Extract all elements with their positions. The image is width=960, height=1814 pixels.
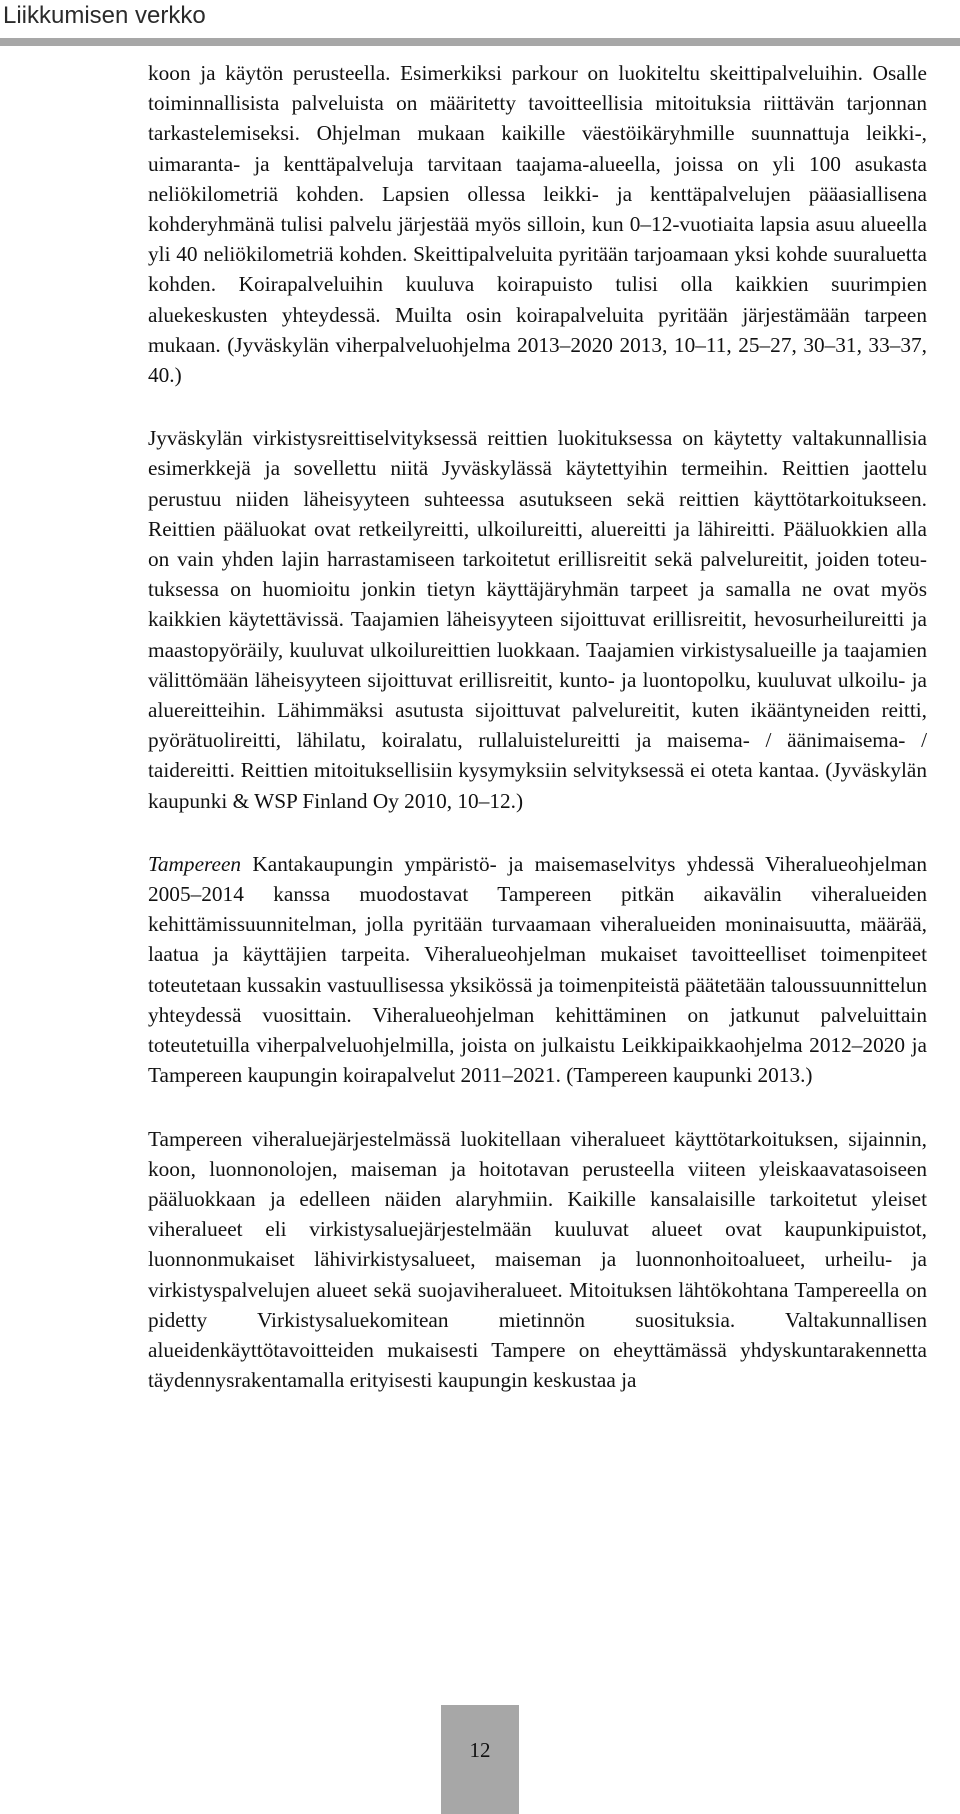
page-number: 12 [469, 1738, 491, 1762]
paragraph-1: koon ja käytön perusteella. Esimerkiksi parkour on luokiteltu skeittipalveluihin. Osalle toiminnallisista palveluista on määritetty tavoitteellisia mitoituksia riittävän tarjonnan tarkastelemiseksi. Ohjelman mukaan kaikille väestöikäryhmille suunnattuja leikki-, uimaranta- ja kenttäpalveluja tarvitaan taajama-alueella, joissa on yli 100 asukasta neliökilometriä kohden. Lapsien ollessa leikki- ja kenttäpalvelujen pääasiallisena kohderyhmänä tulisi palvelu järjestää myös silloin, kun 0–12-vuotiaita lapsia asuu alueella yli 40 neliökilometriä kohden. Skeittipalveluita pyritään tarjoamaan yksi kohde suuraluetta kohden. Koirapalveluihin kuuluva koirapuisto tulisi olla kaikkien suurimpien aluekeskusten yhteydessä. Muilta osin koirapalveluita pyritään järjestämään tarpeen mukaan. (Jyväskylän viherpalveluohjelma 2013–2020 2013, 10–11, 25–27, 30–31, 33–37, 40.) [148, 61, 927, 388]
paragraph-2: Jyväskylän virkistysreittiselvityksessä reittien luokituksessa on käytetty valtakunnallisia esimerkkejä ja sovellettu niitä Jyväskylässä käytettyihin termeihin. Reittien jaottelu perustuu niiden läheisyyteen suhteessa asutukseen sekä reittien käyttötarkoitukseen. Reittien pääluokat ovat retkeilyreitti, ulkoilureitti, aluereitti ja lähireitti. Pääluokkien alla on vain yhden lajin harrastamiseen tarkoitetut erillisreitit sekä palvelureitit, joiden toteutuksessa on huomioitu jonkin tietyn käyttäjäryhmän tarpeet ja samalla ne ovat myös kaikkien käytettävissä. Taajamien läheisyyteen sijoittuvat erillisreitit, hevosurheilureitti ja maastopyöräily, kuuluvat ulkoilureittien luokkaan. Taajamien virkistysalueille ja taajamien välittömään läheisyyteen sijoittuvat erillisreitit, kunto- ja luontopolku, kuuluvat ulkoilu- ja aluereitteihin. Lähimmäksi asutusta sijoittuvat palvelureitit, kuten ikääntyneiden reitti, pyörätuolireitti, lähilatu, koiralatu, rullaluistelureitti ja maisema- / äänimaisema- / taidereitti. Reittien mitoituksellisiin kysymyksiin selvityksessä ei oteta kantaa. (Jyväskylän kaupunki & WSP Finland Oy 2010, 10–12.) [148, 426, 927, 813]
body-text [148, 58, 927, 1395]
header-rule [0, 38, 960, 46]
header-title: Liikkumisen verkko [3, 2, 206, 29]
page-header [0, 0, 960, 46]
page-number-box [441, 1705, 519, 1814]
paragraph-3-text: Kantakaupungin ympäristö- ja maisemaselvitys yhdessä Viheralueohjelman 2005–2014 kanssa muodostavat Tampereen pitkän aikavälin viheralueiden kehittämissuunnitelman, jolla pyritään turvaamaan viheralueiden moninaisuutta, määrää, laatua ja käyttäjien tarpeita. Viheralueohjelman mukaiset tavoitteelliset toimenpiteet toteutetaan kussakin vastuullisessa yksikössä ja toimenpiteistä päätetään taloussuunnittelun yhteydessä vuosittain. Viheralueohjelman kehittäminen on jatkunut palveluittain toteutetuilla viherpalveluohjelmilla, joista on julkaistu Leikkipaikkaohjelma 2012–2020 ja Tampereen kaupungin koirapalvelut 2011–2021. (Tampereen kaupunki 2013.) [148, 851, 927, 1088]
paragraph-4: Tampereen viheraluejärjestelmässä luokitellaan viheralueet käyttötarkoituksen, sijainnin, koon, luonnonolojen, maiseman ja hoitotavan perusteella viiteen yleiskaavatasoiseen pääluokkaan ja edelleen näiden alaryhmiin. Kaikille kansalaisille tarkoitetut yleiset viheralueet eli virkistysaluejärjestelmään kuuluvat alueet ovat kaupunkipuistot, luonnonmukaiset lähivirkistysalueet, maiseman ja luonnonhoitoalueet, urheilu- ja virkistyspalvelujen alueet sekä suojaviheralueet. Mitoituksen lähtökohtana Tampereella on pidetty Virkistysaluekomitean mietinnön suosituksia. Valtakunnallisen alueidenkäyttötavoitteiden mukaisesti Tampere on eheyttämässä yhdyskuntarakennetta täydennysrakentamalla erityisesti kaupungin keskustaa ja [148, 1126, 927, 1393]
paragraph-3 [148, 849, 927, 1091]
paragraph-3-italic-lead: Tampereen [148, 851, 242, 876]
